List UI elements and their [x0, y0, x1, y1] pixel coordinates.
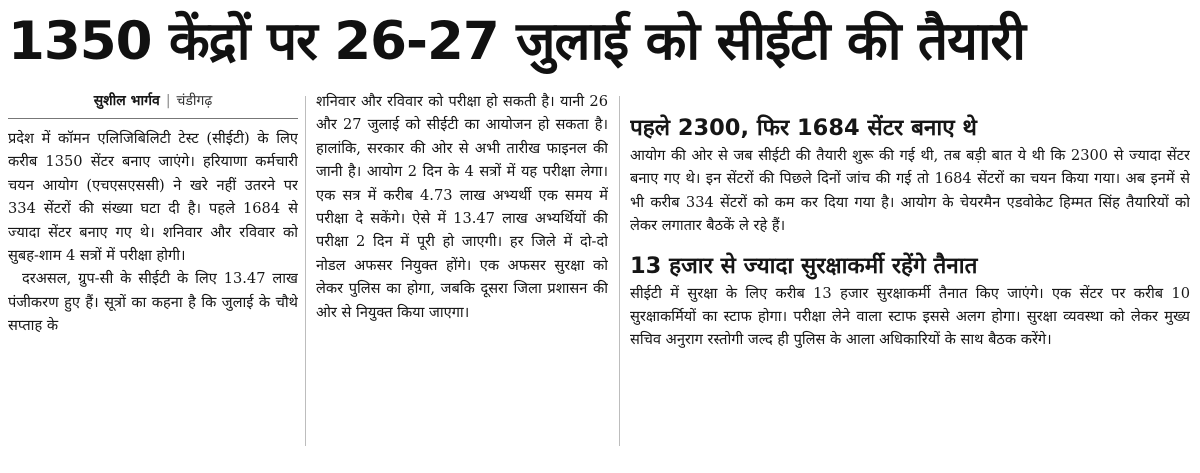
headline: 1350 केंद्रों पर 26-27 जुलाई को सीईटी की तैयारी [8, 11, 1025, 72]
paragraph: शनिवार और रविवार को परीक्षा हो सकती है। यानी 26 और 27 जुलाई को सीईटी का आयोजन हो सकता है। हालांकि, सरकार की ओर से अभी तारीख फाइनल की जानी है। आयोग 2 दिन के 4 सत्रों में यह परीक्षा लेगा। एक सत्र में करीब 4.73 लाख अभ्यर्थी एक समय में परीक्षा दे सकेंगे। ऐसे में 13.47 लाख अभ्यर्थियों की परीक्षा 2 दिन में पूरी हो जाएगी। हर जिले में दो-दो नोडल अफसर नियुक्त होंगे। एक अफसर सुरक्षा को लेकर पुलिस का होगा, जबकि दूसरा जिला प्रशासन की ओर से नियुक्त किया जाएगा। [316, 93, 608, 321]
byline-place: चंडीगढ़ [176, 93, 213, 109]
column-divider [305, 96, 306, 446]
article-column-1 [8, 90, 298, 468]
article-column-2 [316, 90, 608, 468]
byline-rule [8, 118, 298, 119]
paragraph: सीईटी में सुरक्षा के लिए करीब 13 हजार सुरक्षाकर्मी तैनात किए जाएंगे। एक सेंटर पर करीब 10 सुरक्षाकर्मियों का स्टाफ होगा। परीक्षा लेने वाला स्टाफ इससे अलग होगा। सुरक्षा व्यवस्था को लेकर मुख्य सचिव अनुराग रस्तोगी जल्द ही पुलिस के आला अधिकारियों के साथ बैठक करेंगे। [630, 284, 1190, 349]
paragraph: दरअसल, ग्रुप-सी के सीईटी के लिए 13.47 लाख पंजीकरण हुए हैं। सूत्रों का कहना है कि जुलाई के चौथे सप्ताह के [8, 270, 298, 335]
paragraph: आयोग की ओर से जब सीईटी की तैयारी शुरू की गई थी, तब बड़ी बात ये थी कि 2300 से ज्यादा सेंटर बनाए गए थे। इन सेंटरों की पिछले दिनों जांच की गई तो 1684 सेंटरों का चयन किया गया। अब इनमें से भी करीब 334 सेंटरों को कम कर दिया गया है। आयोग के चेयरमैन एडवोकेट हिम्मत सिंह तैयारियों को लेकर लगातार बैठकें ले रहे हैं। [630, 147, 1190, 235]
subhead-security: 13 हजार से ज्यादा सुरक्षाकर्मी रहेंगे तैनात [630, 252, 978, 279]
column-divider [619, 96, 620, 446]
subhead-centers: पहले 2300, फिर 1684 सेंटर बनाए थे [630, 115, 977, 141]
byline-separator: | [165, 93, 171, 109]
paragraph: प्रदेश में कॉमन एलिजिबिलिटी टेस्ट (सीईटी) के लिए करीब 1350 सेंटर बनाए जाएंगे। हरियाणा कर्मचारी चयन आयोग (एचएसएससी) ने खरे नहीं उतरने पर 334 सेंटरों की संख्या घटा दी है। पहले 1684 से ज्यादा सेंटर बनाए गए थे। शनिवार और रविवार को सुबह-शाम 4 सत्रों में परीक्षा होगी। [8, 130, 298, 265]
byline [8, 90, 298, 112]
byline-author: सुशील भार्गव [93, 93, 160, 109]
article-column-3 [630, 90, 1190, 468]
